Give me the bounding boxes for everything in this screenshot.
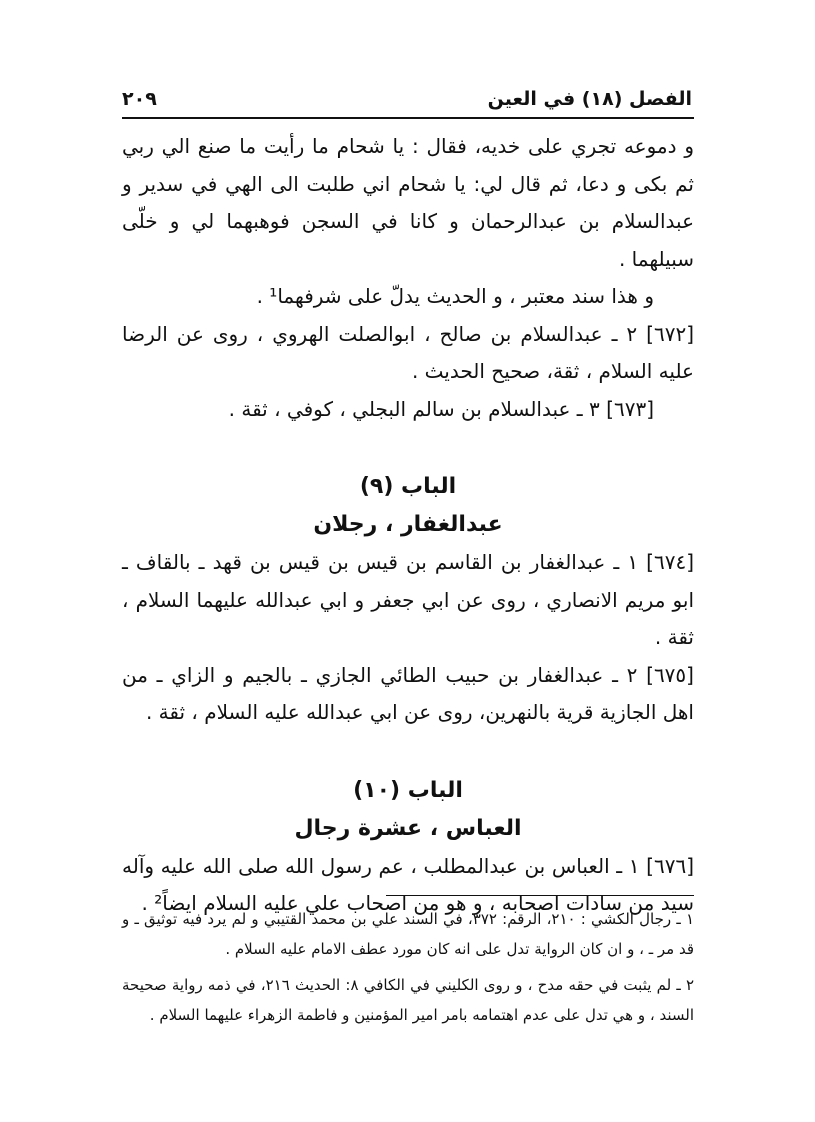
entry-674: [٦٧٤] ١ ـ عبدالغفار بن القاسم بن قيس بن قيس بن قهد ـ بالقاف ـ ابو مريم الانصاري ، روى عن ابي جعفر و ابي عبدالله عليهما السلام ، ثقة . (122, 550, 694, 649)
paragraph-sanad-note: و هذا سند معتبر ، و الحديث يدلّ على شرفهما¹ . (256, 284, 654, 308)
chapter-9-subtitle: عبدالغفار ، رجلان (313, 512, 503, 537)
entry-675: [٦٧٥] ٢ ـ عبدالغفار بن حبيب الطائي الجازي ـ بالجيم و الزاي ـ من اهل الجازية قرية بالنهرين، روى عن ابي عبدالله عليه السلام ، ثقة . (122, 662, 694, 724)
footnotes (122, 904, 694, 1036)
running-header (122, 84, 692, 114)
entry-673: [٦٧٣] ٣ ـ عبدالسلام بن سالم البجلي ، كوفي ، ثقة . (228, 396, 654, 421)
footnote-1: ١ ـ رجال الكشي : ٢١٠، الرقم: ٣٧٢، في السند علي بن محمد القتيبي و لم يرد فيه توثيق ـ و قد مر ـ ، و ان كان الرواية تدل على انه كان مورد عطف الامام عليه السلام . (122, 910, 694, 958)
main-text (122, 128, 694, 923)
chapter-10-title: الباب (١٠) (353, 777, 463, 803)
chapter-9-title: الباب (٩) (359, 474, 457, 499)
chapter-header-title: الفصل (١٨) في العين (487, 88, 692, 110)
page-number: ٢٠٩ (122, 88, 157, 110)
paragraph-narration: و دموعه تجري على خديه، فقال : يا شحام ما رأيت ما صنع الي ربي ثم بكى و دعا، ثم قال لي: يا شحام اني طلبت الى الهي في سدير و عبدالسلام بن عبدالرحمان و كانا في السجن فوهبهما لي و خلّى سبيلهما . (122, 134, 694, 271)
footnote-2: ٢ ـ لم يثبت في حقه مدح ، و روى الكليني في الكافي ٨: الحديث ٢١٦، في ذمه رواية صحيحة السند ، و هي تدل على عدم اهتمامه بامر امير المؤمنين و فاطمة الزهراء عليهما السلام . (122, 976, 694, 1024)
header-divider (122, 117, 694, 119)
entry-676: [٦٧٦] ١ ـ العباس بن عبدالمطلب ، عم رسول الله صلى الله عليه وآله سيد من سادات اصحابه ، و هو من اصحاب علي عليه السلام ايضاً² . (122, 853, 694, 915)
footnote-divider (386, 895, 694, 896)
chapter-10-subtitle: العباس ، عشرة رجال (294, 815, 522, 841)
entry-672: [٦٧٢] ٢ ـ عبدالسلام بن صالح ، ابوالصلت الهروي ، روى عن الرضا عليه السلام ، ثقة، صحيح الحديث . (122, 321, 694, 383)
